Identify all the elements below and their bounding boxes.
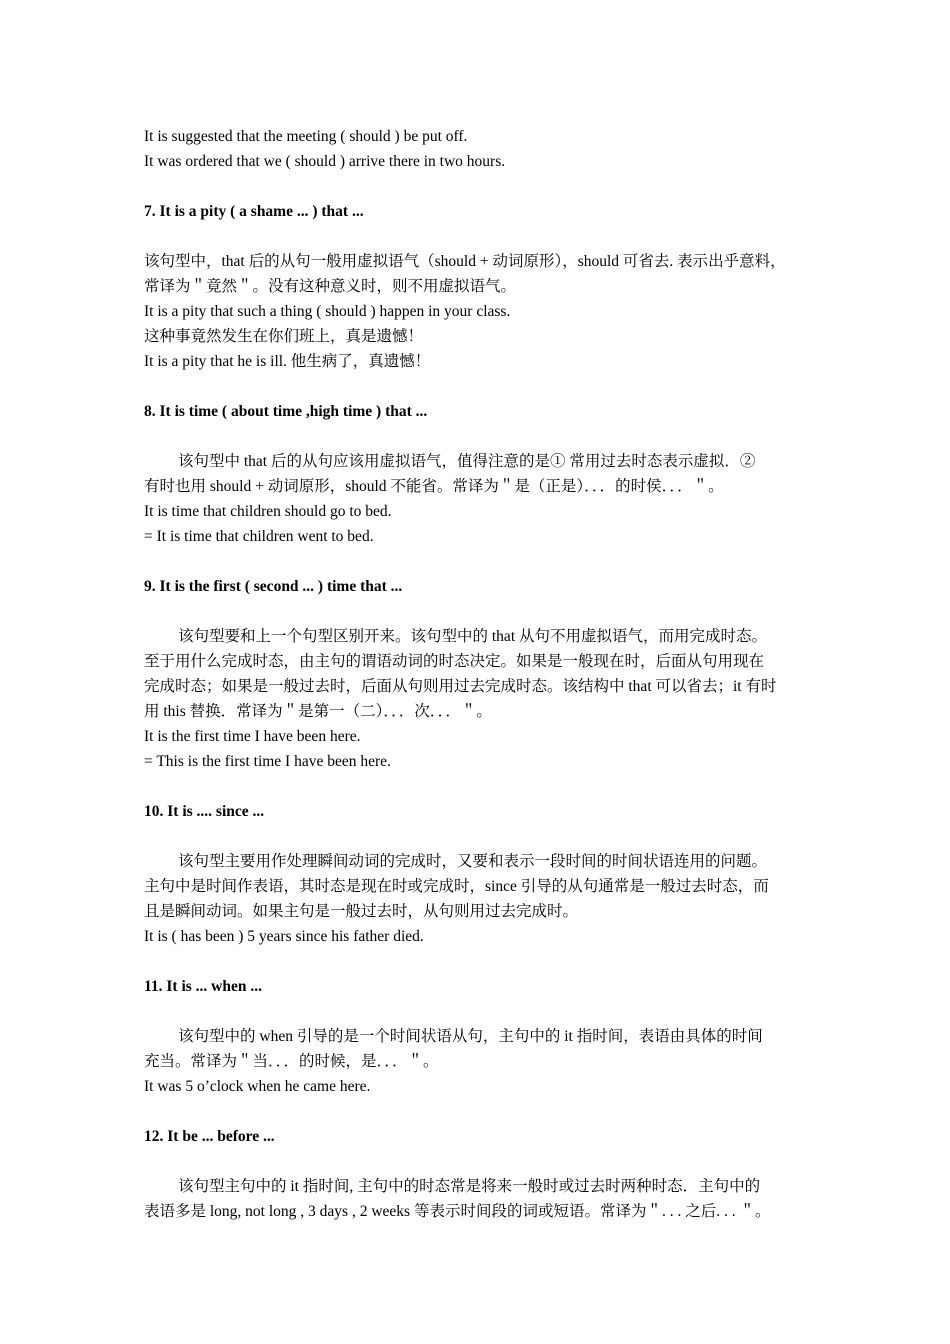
section-heading: 9. It is the first ( second ... ) time that ... bbox=[144, 578, 403, 595]
explanation-paragraph bbox=[144, 449, 824, 499]
paragraph-line: 该句型中的 when 引导的是一个时间状语从句，主句中的 it 指时间，表语由具体的时间 bbox=[178, 1028, 763, 1045]
spacer bbox=[144, 774, 824, 799]
spacer bbox=[144, 824, 824, 849]
example-line: It was 5 o’clock when he came here. bbox=[144, 1078, 371, 1095]
document-page bbox=[144, 124, 824, 1224]
spacer bbox=[144, 549, 824, 574]
spacer bbox=[144, 949, 824, 974]
spacer bbox=[144, 1099, 824, 1124]
section-heading: 12. It be ... before ... bbox=[144, 1128, 275, 1145]
paragraph-line: 该句型主要用作处理瞬间动词的完成时，又要和表示一段时间的时间状语连用的问题。 bbox=[178, 853, 768, 870]
spacer bbox=[144, 374, 824, 399]
paragraph-line: 充当。常译为＂当．．．的时候，是．．．＂。 bbox=[144, 1053, 439, 1070]
section-heading: 7. It is a pity ( a shame ... ) that ... bbox=[144, 203, 364, 220]
example-line: It is time that children should go to bed. bbox=[144, 503, 392, 520]
explanation-paragraph bbox=[144, 249, 824, 299]
spacer bbox=[144, 599, 824, 624]
spacer bbox=[144, 1149, 824, 1174]
explanation-paragraph bbox=[144, 849, 824, 924]
paragraph-line: 至于用什么完成时态，由主句的谓语动词的时态决定。如果是一般现在时，后面从句用现在 bbox=[144, 653, 765, 670]
section-heading: 11. It is ... when ... bbox=[144, 978, 262, 995]
paragraph-line: 用 this 替换．常译为＂是第一（二）．．．次．．．＂。 bbox=[144, 703, 492, 720]
paragraph-line: 该句型中，that 后的从句一般用虚拟语气（should + 动词原形），should 可省去. 表示出乎意料， bbox=[144, 253, 786, 270]
spacer bbox=[144, 224, 824, 249]
section-heading: 10. It is .... since ... bbox=[144, 803, 265, 820]
paragraph-line: 有时也用 should + 动词原形，should 不能省。常译为＂是（正是）．．．的时侯．．．＂。 bbox=[144, 478, 724, 495]
example-line: It is suggested that the meeting ( should ) be put off. bbox=[144, 128, 468, 145]
paragraph-line: 该句型主句中的 it 指时间, 主句中的时态常是将来一般时或过去时两种时态．主句中的 bbox=[178, 1178, 761, 1195]
paragraph-line: 该句型中 that 后的从句应该用虚拟语气，值得注意的是① 常用过去时态表示虚拟．② bbox=[178, 453, 756, 470]
example-line: 这种事竟然发生在你们班上，真是遗憾！ bbox=[144, 328, 424, 345]
spacer bbox=[144, 174, 824, 199]
paragraph-line: 表语多是 long, not long , 3 days , 2 weeks 等表示时间段的词或短语。常译为＂. . . 之后. . . ＂。 bbox=[144, 1203, 771, 1220]
paragraph-line: 且是瞬间动词。如果主句是一般过去时，从句则用过去完成时。 bbox=[144, 903, 579, 920]
paragraph-line: 常译为＂竟然＂。没有这种意义时，则不用虚拟语气。 bbox=[144, 278, 517, 295]
explanation-paragraph bbox=[144, 624, 824, 724]
spacer bbox=[144, 424, 824, 449]
paragraph-line: 该句型要和上一个句型区别开来。该句型中的 that 从句不用虚拟语气，而用完成时态。 bbox=[178, 628, 767, 645]
spacer bbox=[144, 999, 824, 1024]
example-line: = This is the first time I have been here. bbox=[144, 753, 391, 770]
example-line: It was ordered that we ( should ) arrive there in two hours. bbox=[144, 153, 506, 170]
section-heading: 8. It is time ( about time ,high time ) that ... bbox=[144, 403, 428, 420]
paragraph-line: 完成时态；如果是一般过去时，后面从句则用过去完成时态。该结构中 that 可以省去；it 有时 bbox=[144, 678, 777, 695]
explanation-paragraph bbox=[144, 1024, 824, 1074]
example-line: = It is time that children went to bed. bbox=[144, 528, 374, 545]
example-line: It is a pity that he is ill. 他生病了，真遗憾！ bbox=[144, 353, 431, 370]
paragraph-line: 主句中是时间作表语，其时态是现在时或完成时，since 引导的从句通常是一般过去时态，而 bbox=[144, 878, 769, 895]
example-line: It is a pity that such a thing ( should ) happen in your class. bbox=[144, 303, 511, 320]
example-line: It is ( has been ) 5 years since his father died. bbox=[144, 928, 424, 945]
explanation-paragraph bbox=[144, 1174, 824, 1224]
example-line: It is the first time I have been here. bbox=[144, 728, 361, 745]
